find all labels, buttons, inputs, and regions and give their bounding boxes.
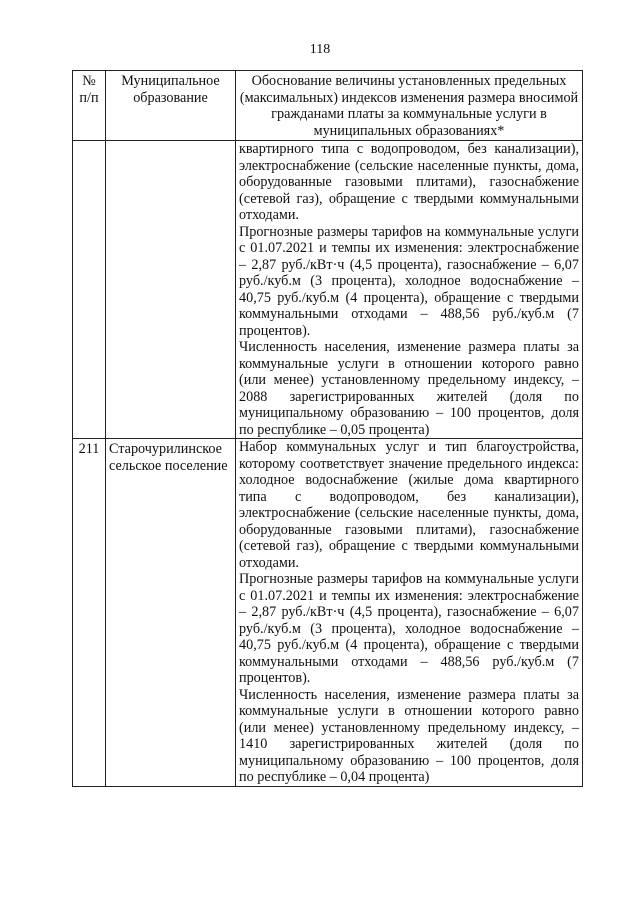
tariff-index-table bbox=[72, 70, 583, 787]
header-number: № п/п bbox=[73, 71, 106, 141]
header-justification: Обоснование величины установленных предельных (максимальных) индексов изменения размера вносимой гражданами платы за коммунальные услуги в муниципальных образованиях* bbox=[236, 71, 583, 141]
paragraph-services: квартирного типа с водопроводом, без канализации), электроснабжение (сельские населенные пункты, дома, оборудованные газовыми плитами), газоснабжение (сетевой газ), обращение с твердыми коммунальными отходами. bbox=[239, 141, 579, 223]
row-municipality: Старочурилинское сельское поселение bbox=[106, 439, 236, 787]
row-justification bbox=[236, 141, 583, 439]
paragraph-tariffs: Прогнозные размеры тарифов на коммунальные услуги с 01.07.2021 и темпы их изменения: электроснабжение – 2,87 руб./кВт·ч (4,5 процента), газоснабжение – 6,07 руб./куб.м (3 процента), холодное водоснабжение – 40,75 руб./куб.м (4 процента), обращение с твердыми коммунальными отходами – 488,56 руб./куб.м (7 процентов). bbox=[239, 571, 579, 686]
paragraph-population: Численность населения, изменение размера платы за коммунальные услуги в отношении которого равно (или менее) установленному предельному индексу, – 1410 зарегистрированных жителей (доля по муниципальному образованию – 100 процентов, доля по республике – 0,04 процента) bbox=[239, 686, 579, 785]
paragraph-services: Набор коммунальных услуг и тип благоустройства, которому соответствует значение предельного индекса: холодное водоснабжение (жилые дома квартирного типа с водопроводом, без канализации), электроснабжение (сельские населенные пункты, дома, оборудованные газовыми плитами), газоснабжение (сетевой газ), обращение с твердыми коммунальными отходами. bbox=[239, 439, 579, 571]
row-justification bbox=[236, 439, 583, 787]
row-number bbox=[73, 141, 106, 439]
table-header-row bbox=[73, 71, 583, 141]
paragraph-tariffs: Прогнозные размеры тарифов на коммунальные услуги с 01.07.2021 и темпы их изменения: электроснабжение – 2,87 руб./кВт·ч (4,5 процента), газоснабжение – 6,07 руб./куб.м (3 процента), холодное водоснабжение – 40,75 руб./куб.м (4 процента), обращение с твердыми коммунальными отходами – 488,56 руб./куб.м (7 процентов). bbox=[239, 223, 579, 339]
row-municipality bbox=[106, 141, 236, 439]
table-row bbox=[73, 439, 583, 787]
header-municipality: Муниципальное образование bbox=[106, 71, 236, 141]
paragraph-population: Численность населения, изменение размера платы за коммунальные услуги в отношении которого равно (или менее) установленному предельному индексу, – 2088 зарегистрированных жителей (доля по муниципальному образованию – 100 процентов, доля по республике – 0,05 процента) bbox=[239, 339, 579, 438]
table-row bbox=[73, 141, 583, 439]
row-number: 211 bbox=[73, 439, 106, 787]
page-number: 118 bbox=[309, 42, 331, 57]
